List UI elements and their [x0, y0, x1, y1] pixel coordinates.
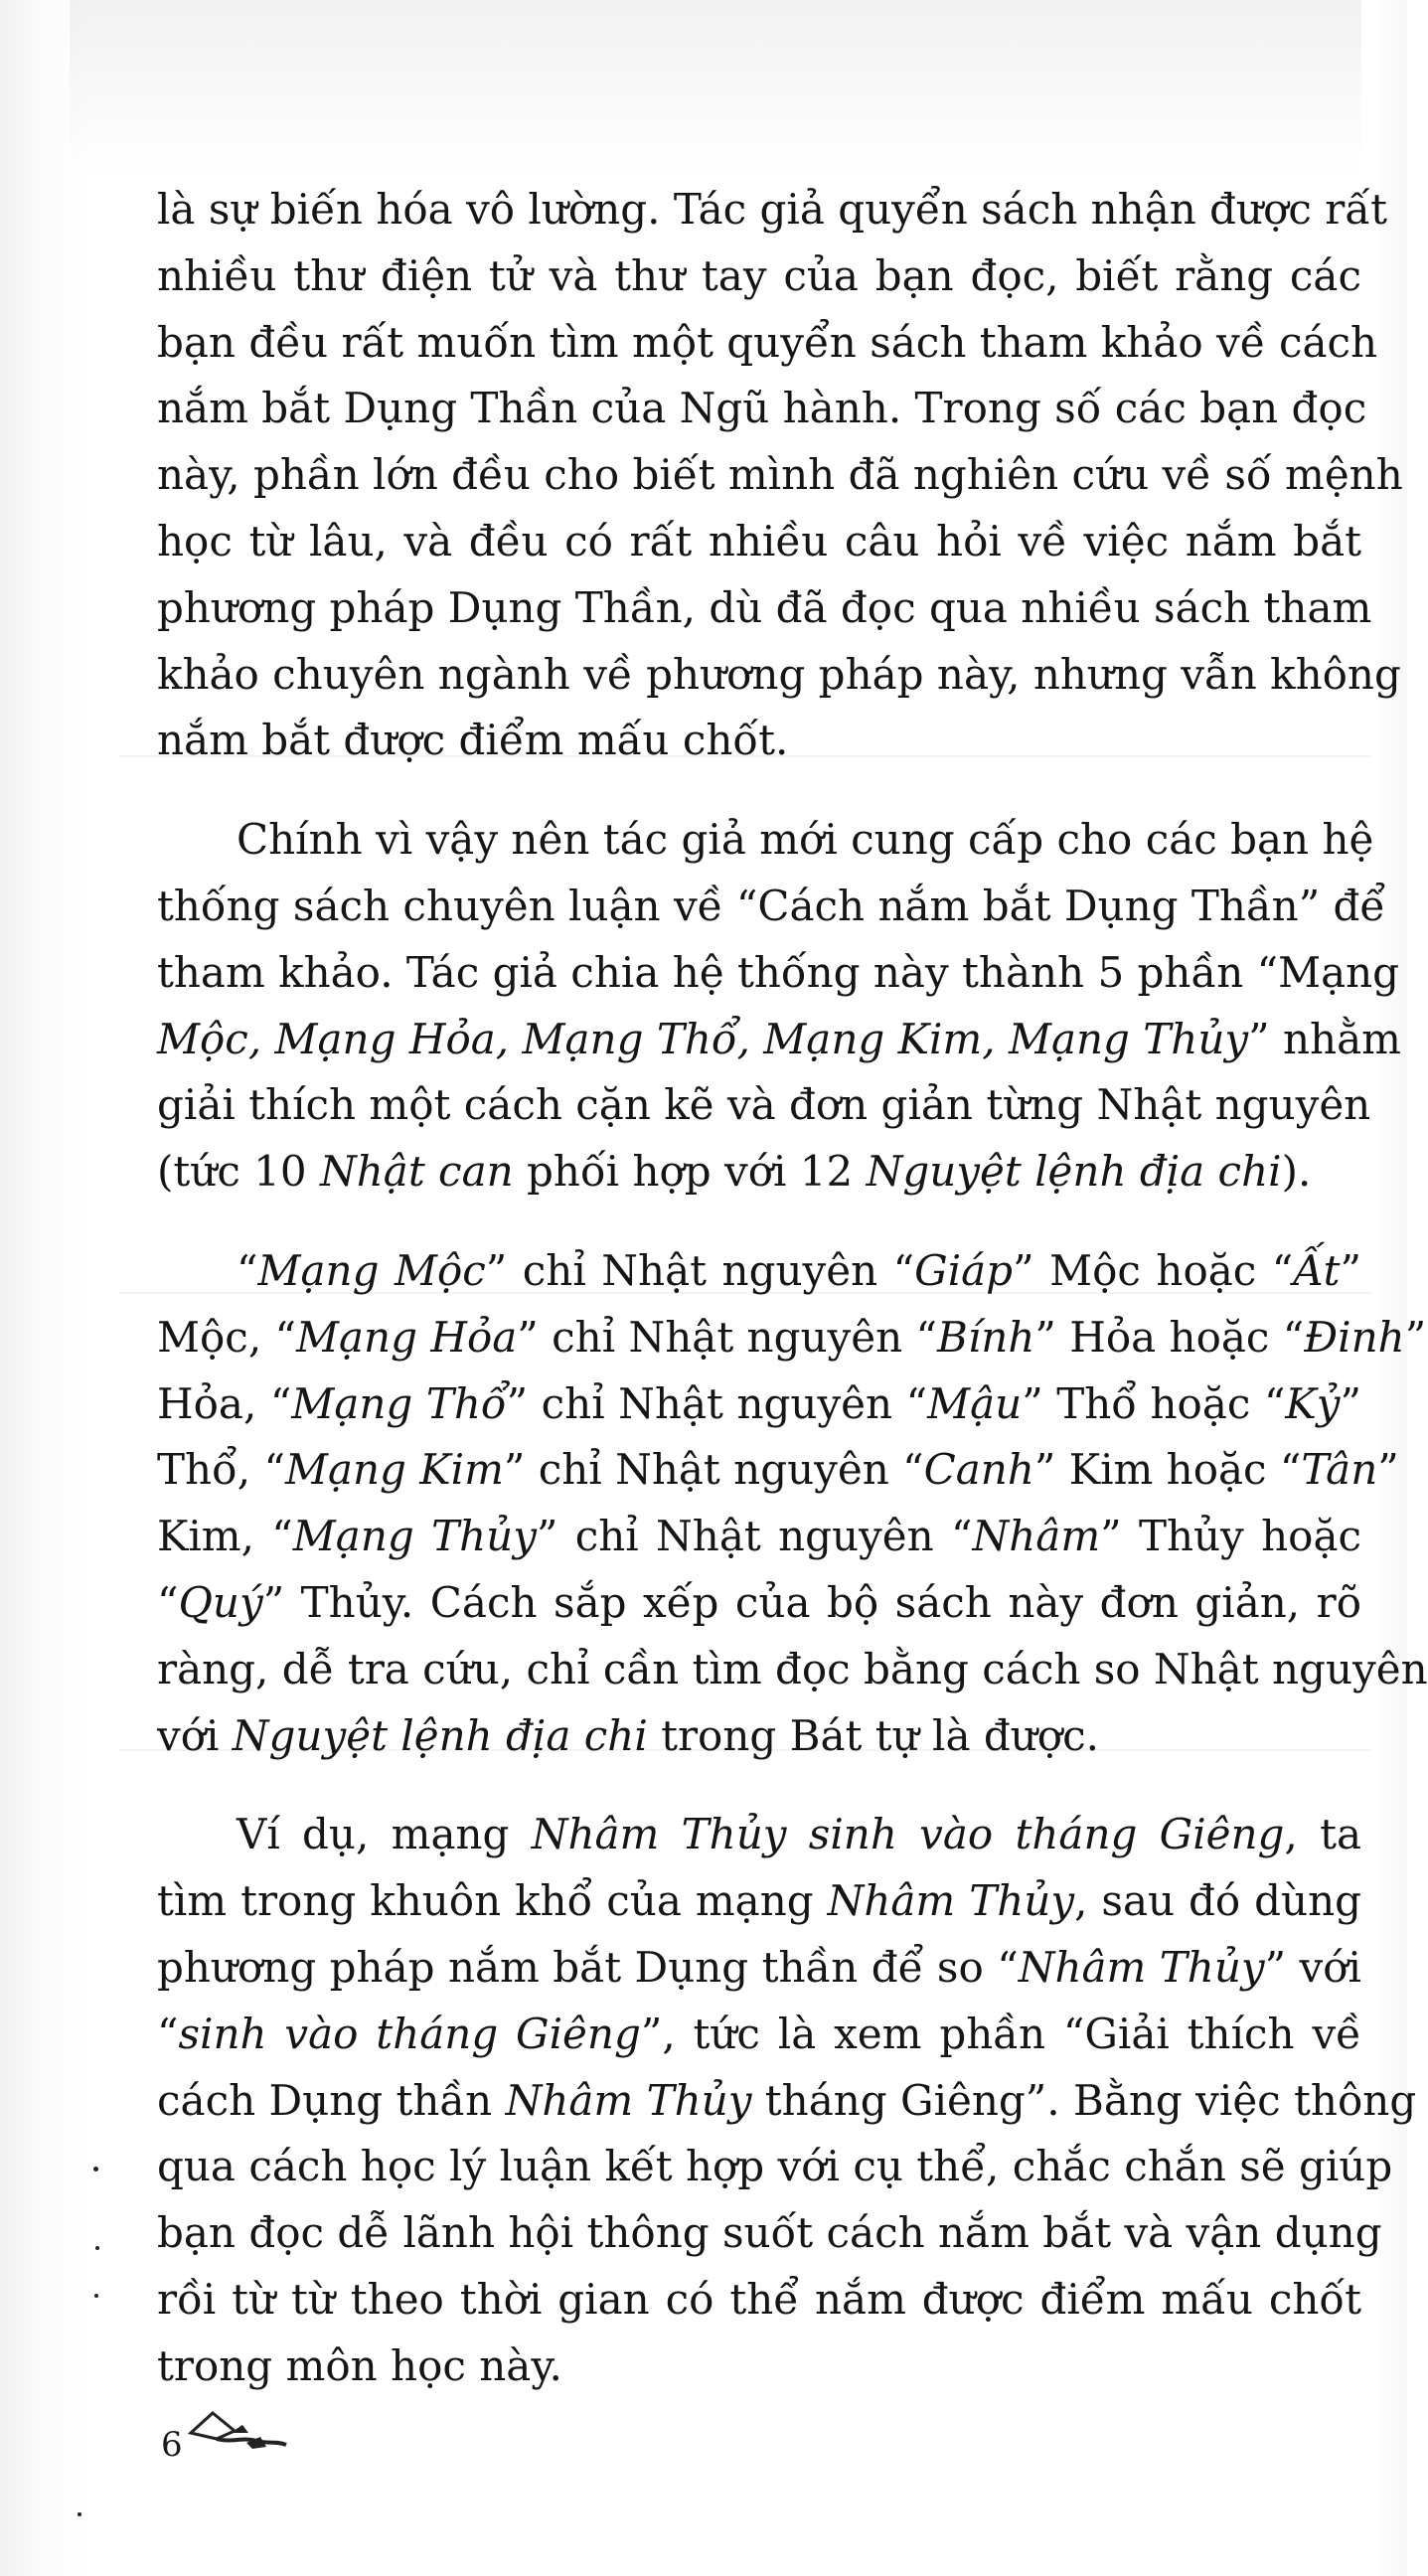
scan-speck	[93, 2167, 98, 2172]
text-line: tìm trong khuôn khổ của mạng Nhâm Thủy, sau đó dùng	[157, 1876, 1362, 1926]
text-line: Kim, “Mạng Thủy” chỉ Nhật nguyên “Nhâm” Thủy hoặc	[157, 1512, 1362, 1561]
text-line: bạn đọc dễ lãnh hội thông suốt cách nắm bắt và vận dụng	[157, 2208, 1382, 2258]
text-line: nhiều thư điện tử và thư tay của bạn đọc, biết rằng các	[157, 250, 1361, 300]
paragraph-2	[157, 807, 1401, 1206]
body-text	[157, 177, 1428, 2400]
text-line: là sự biến hóa vô lường. Tác giả quyển sách nhận được rất	[157, 185, 1387, 234]
text-line: Mộc, “Mạng Hỏa” chỉ Nhật nguyên “Bính” Hỏa hoặc “Đinh”	[157, 1312, 1427, 1362]
text-line: phương pháp nắm bắt Dụng thần để so “Nhâm Thủy” với	[157, 1942, 1361, 1992]
text-line: cách Dụng thần Nhâm Thủy tháng Giêng”. Bằng việc thông	[157, 2075, 1417, 2125]
paragraph-4	[157, 1802, 1417, 2399]
text-line: “Quý” Thủy. Cách sắp xếp của bộ sách này đơn giản, rõ	[157, 1577, 1361, 1627]
text-line: với Nguyệt lệnh địa chi trong Bát tự là được.	[157, 1710, 1099, 1760]
text-line: qua cách học lý luận kết hợp với cụ thể, chắc chắn sẽ giúp	[157, 2142, 1393, 2191]
scan-shadow	[70, 0, 1361, 179]
text-line: này, phần lớn đều cho biết mình đã nghiên cứu về số mệnh	[157, 450, 1403, 500]
scan-speck	[95, 2246, 99, 2250]
text-line: Hỏa, “Mạng Thổ” chỉ Nhật nguyên “Mậu” Thổ hoặc “Kỷ”	[157, 1378, 1362, 1428]
text-line: ràng, dễ tra cứu, chỉ cần tìm đọc bằng cách so Nhật nguyên	[157, 1644, 1428, 1693]
text-line: “Mạng Mộc” chỉ Nhật nguyên “Giáp” Mộc hoặc “Ất”	[237, 1245, 1361, 1295]
text-line: Ví dụ, mạng Nhâm Thủy sinh vào tháng Giêng, ta	[237, 1810, 1362, 1859]
text-line: Thổ, “Mạng Kim” chỉ Nhật nguyên “Canh” Kim hoặc “Tân”	[157, 1445, 1399, 1495]
text-line: khảo chuyên ngành về phương pháp này, nhưng vẫn không	[157, 649, 1401, 699]
scan-speck	[94, 2294, 98, 2298]
text-line: giải thích một cách cặn kẽ và đơn giản từng Nhật nguyên	[157, 1080, 1371, 1130]
page-number: 6	[161, 2425, 183, 2465]
text-line: “sinh vào tháng Giêng”, tức là xem phần “Giải thích về	[157, 2009, 1362, 2058]
quill-flourish-icon	[187, 2403, 290, 2455]
text-line: trong môn học này.	[157, 2340, 562, 2390]
text-line: Mộc, Mạng Hỏa, Mạng Thổ, Mạng Kim, Mạng Thủy” nhằm	[157, 1014, 1401, 1063]
text-line: Chính vì vậy nên tác giả mới cung cấp cho các bạn hệ	[237, 815, 1374, 865]
text-line: nắm bắt được điểm mấu chốt.	[157, 716, 789, 765]
text-line: bạn đều rất muốn tìm một quyển sách tham khảo về cách	[157, 317, 1378, 367]
paragraph-1	[157, 177, 1403, 774]
text-line: thống sách chuyên luận về “Cách nắm bắt Dụng Thần” để	[157, 881, 1386, 930]
text-line: rồi từ từ theo thời gian có thể nắm được điểm mấu chốt	[157, 2274, 1361, 2324]
scan-speck	[78, 2512, 81, 2516]
paragraph-3	[157, 1238, 1428, 1769]
text-line: tham khảo. Tác giả chia hệ thống này thành 5 phần “Mạng	[157, 947, 1400, 997]
text-line: (tức 10 Nhật can phối hợp với 12 Nguyệt lệnh địa chi).	[157, 1147, 1312, 1197]
text-line: học từ lâu, và đều có rất nhiều câu hỏi về việc nắm bắt	[157, 516, 1361, 565]
text-line: nắm bắt Dụng Thần của Ngũ hành. Trong số các bạn đọc	[157, 384, 1367, 433]
text-line: phương pháp Dụng Thần, dù đã đọc qua nhiều sách tham	[157, 582, 1372, 632]
